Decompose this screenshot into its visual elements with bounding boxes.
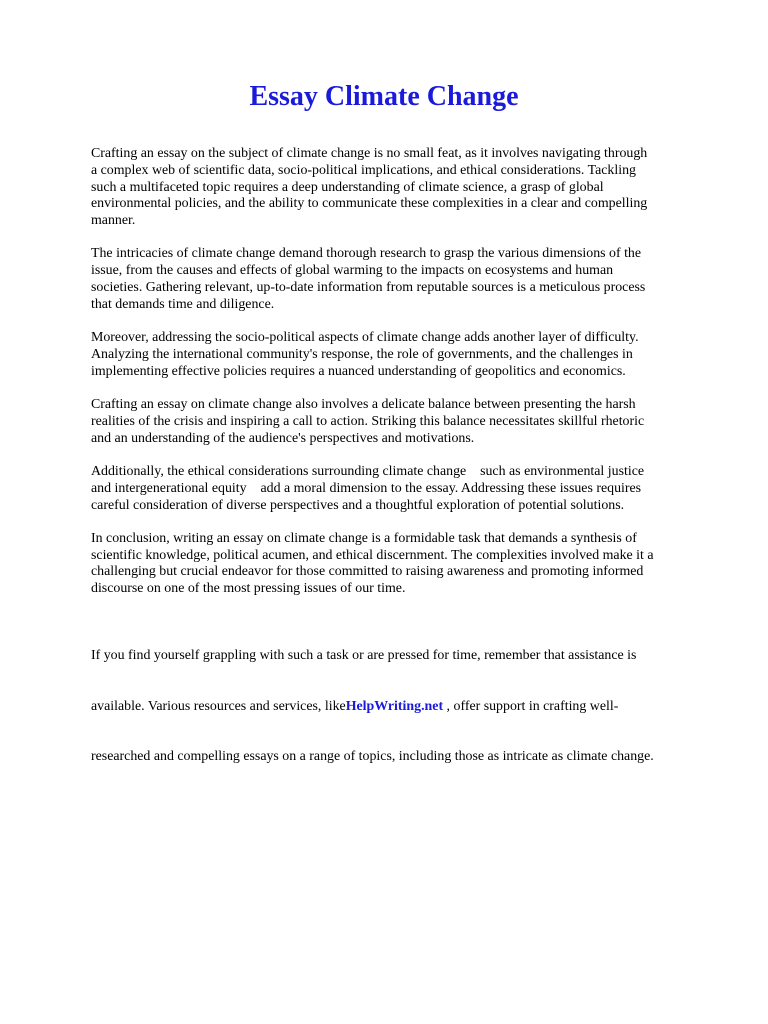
paragraph-line: such a multifaceted topic requires a deep understanding of climate science, a grasp of global [91,179,604,195]
paragraph [91,330,731,380]
paragraph-line: Analyzing the international community's response, the role of governments, and the challenges in [91,346,633,362]
helpwriting-link[interactable]: HelpWriting.net [345,698,444,714]
paragraph-line: The intricacies of climate change demand thorough research to grasp the various dimensions of the [91,246,642,262]
paragraph-line: a complex web of scientific data, socio-political implications, and ethical considerations. Tackling [91,162,636,178]
paragraph-line [91,699,731,716]
paragraph-final [91,615,731,800]
page-title: Essay Climate Change [249,81,519,112]
paragraph-list [91,146,731,598]
paragraph-line: Additionally, the ethical considerations surrounding climate change such as environmental justice [91,463,645,479]
paragraph-line: and an understanding of the audience's perspectives and motivations. [91,430,475,446]
paragraph-line: discourse on one of the most pressing issues of our time. [91,581,406,597]
paragraph-line: scientific knowledge, political acumen, and ethical discernment. The complexities involved make it a [91,547,654,563]
paragraph-line: If you find yourself grappling with such a task or are pressed for time, remember that assistance is [91,648,637,664]
text-run: , offer support in crafting well- [443,698,619,714]
paragraph-line: challenging but crucial endeavor for those committed to raising awareness and promoting informed [91,564,644,580]
paragraph-line: and intergenerational equity add a moral dimension to the essay. Addressing these issues requires [91,480,642,496]
paragraph-line: manner. [91,213,136,229]
paragraph-line: Crafting an essay on the subject of climate change is no small feat, as it involves navigating through [91,146,648,161]
text-run: available. Various resources and services, like [91,698,346,714]
paragraph-line: societies. Gathering relevant, up-to-date information from reputable sources is a meticulous process [91,280,646,296]
paragraph [91,146,731,230]
paragraph-line: In conclusion, writing an essay on climate change is a formidable task that demands a synthesis of [91,530,637,546]
essay-body [91,146,731,816]
paragraph [91,531,731,598]
paragraph [91,464,731,514]
paragraph-line: that demands time and diligence. [91,296,275,312]
paragraph-line: issue, from the causes and effects of global warming to the impacts on ecosystems and human [91,263,614,279]
paragraph-line: Crafting an essay on climate change also involves a delicate balance between presenting the harsh [91,397,636,413]
paragraph-line: environmental policies, and the ability to communicate these complexities in a clear and compelling [91,196,648,212]
paragraph-line: implementing effective policies requires a nuanced understanding of geopolitics and economics. [91,363,626,379]
paragraph-line: Moreover, addressing the socio-political aspects of climate change adds another layer of difficulty. [91,330,639,346]
paragraph-line: realities of the crisis and inspiring a call to action. Striking this balance necessitates skillful rhetoric [91,413,645,429]
paragraph-line: careful consideration of diverse perspectives and a thoughtful exploration of potential solutions. [91,497,625,513]
paragraph [91,397,731,447]
paragraph-line: researched and compelling essays on a range of topics, including those as intricate as climate change. [91,748,654,764]
paragraph [91,246,731,313]
